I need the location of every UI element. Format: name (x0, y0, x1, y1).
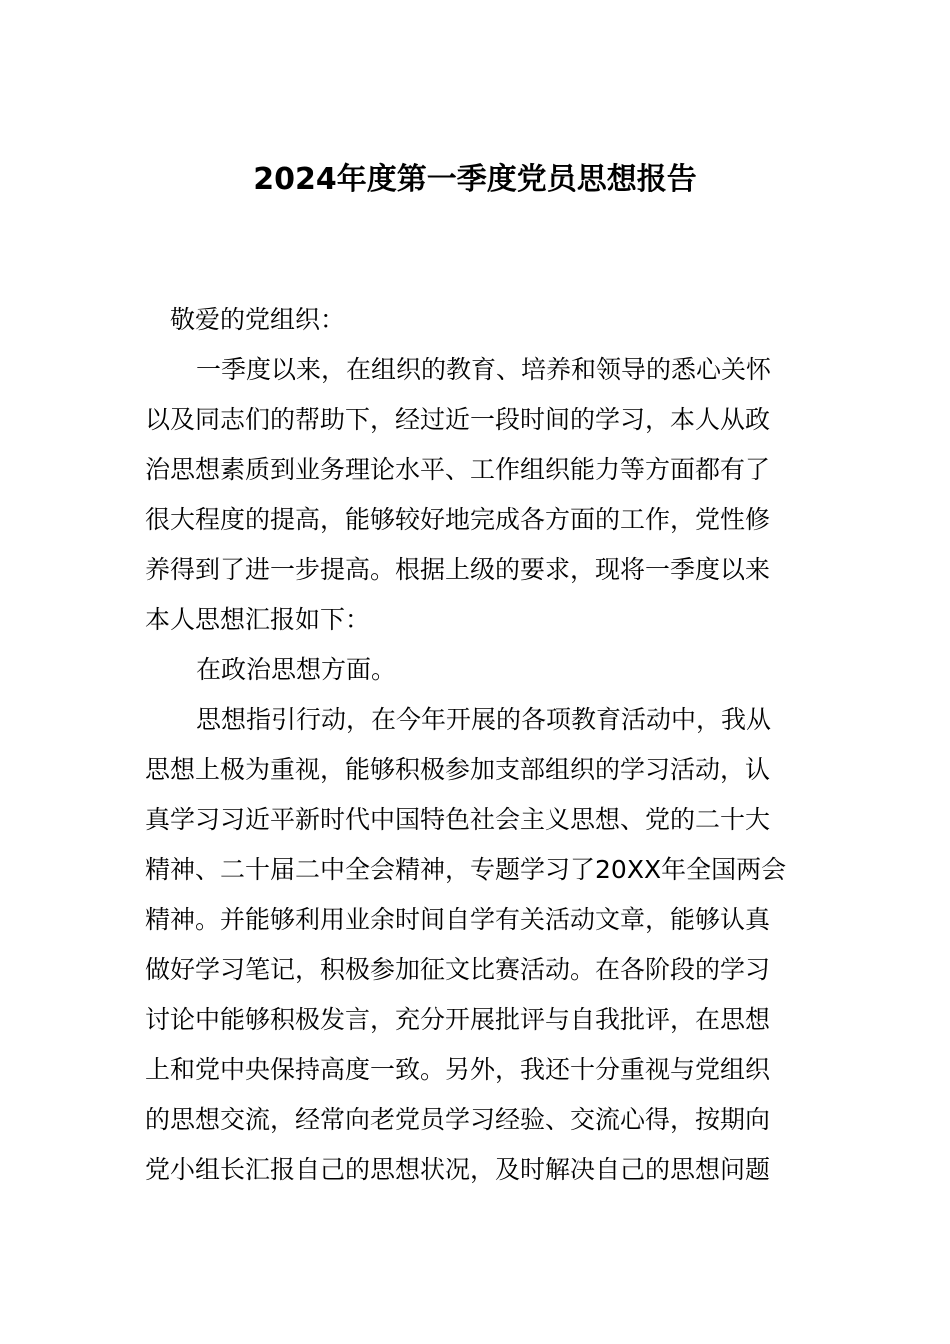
salutation: 敬爱的党组织： (170, 305, 346, 334)
paragraph-line: 本人思想汇报如下： (145, 605, 371, 634)
paragraph-line: 治思想素质到业务理论水平、工作组织能力等方面都有了 (145, 455, 771, 484)
paragraph-line: 真学习习近平新时代中国特色社会主义思想、党的二十大 (145, 805, 771, 834)
document-body (145, 295, 807, 1195)
paragraph-line: 思想上极为重视，能够积极参加支部组织的学习活动，认 (145, 755, 771, 784)
paragraph-line: 思想指引行动，在今年开展的各项教育活动中，我从 (196, 705, 772, 734)
paragraph-line: 养得到了进一步提高。根据上级的要求，现将一季度以来 (145, 555, 771, 584)
section-heading: 在政治思想方面。 (196, 655, 397, 684)
paragraph-line: 党小组长汇报自己的思想状况，及时解决自己的思想问题 (145, 1155, 771, 1184)
paragraph-line: 很大程度的提高，能够较好地完成各方面的工作，党性修 (145, 505, 771, 534)
paragraph-line: 做好学习笔记，积极参加征文比赛活动。在各阶段的学习 (145, 955, 771, 984)
paragraph-line: 以及同志们的帮助下，经过近一段时间的学习，本人从政 (145, 405, 771, 434)
paragraph-line: 上和党中央保持高度一致。另外，我还十分重视与党组织 (145, 1055, 771, 1084)
document-title: 2024年度第一季度党员思想报告 (253, 162, 697, 197)
paragraph-line: 精神、二十届二中全会精神，专题学习了20XX年全国两会 (145, 855, 787, 884)
paragraph-line: 精神。并能够利用业余时间自学有关活动文章，能够认真 (145, 905, 771, 934)
paragraph-line: 的思想交流，经常向老党员学习经验、交流心得，按期向 (145, 1105, 771, 1134)
paragraph-line: 一季度以来，在组织的教育、培养和领导的悉心关怀 (196, 355, 772, 384)
paragraph-line: 讨论中能够积极发言，充分开展批评与自我批评，在思想 (145, 1005, 771, 1034)
